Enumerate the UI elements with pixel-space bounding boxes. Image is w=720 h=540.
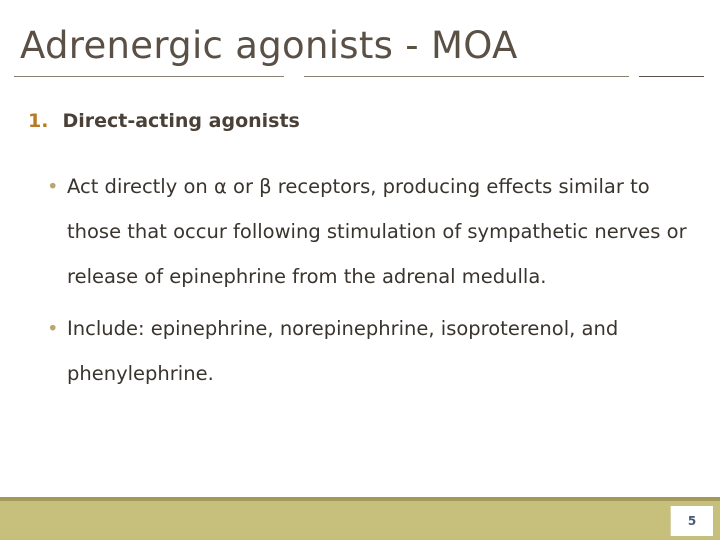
bullet-item	[46, 306, 706, 396]
bullet-icon: •	[47, 175, 59, 198]
title-underline	[14, 76, 704, 78]
section-heading	[28, 110, 300, 132]
section-heading-text: Direct-acting agonists	[62, 110, 300, 132]
bullet-text: Act directly on α or β receptors, producing effects similar to those that occur following stimulation of sympathetic nerves or release of epinephrine from the adrenal medulla.	[67, 175, 687, 288]
slide-title: Adrenergic agonists - MOA	[20, 24, 518, 67]
footer-line	[0, 497, 720, 501]
page-number-box	[670, 506, 713, 536]
bullet-text: Include: epinephrine, norepinephrine, isoproterenol, and phenylephrine.	[67, 317, 619, 385]
page-number: 5	[687, 514, 697, 528]
footer-band	[0, 497, 720, 540]
title-underline-segment	[14, 76, 284, 77]
bullet-item	[46, 164, 706, 299]
title-underline-segment	[639, 76, 704, 77]
section-number: 1.	[28, 110, 49, 132]
title-underline-segment	[304, 76, 629, 77]
bullet-icon: •	[47, 317, 59, 340]
bullet-list	[46, 164, 706, 403]
